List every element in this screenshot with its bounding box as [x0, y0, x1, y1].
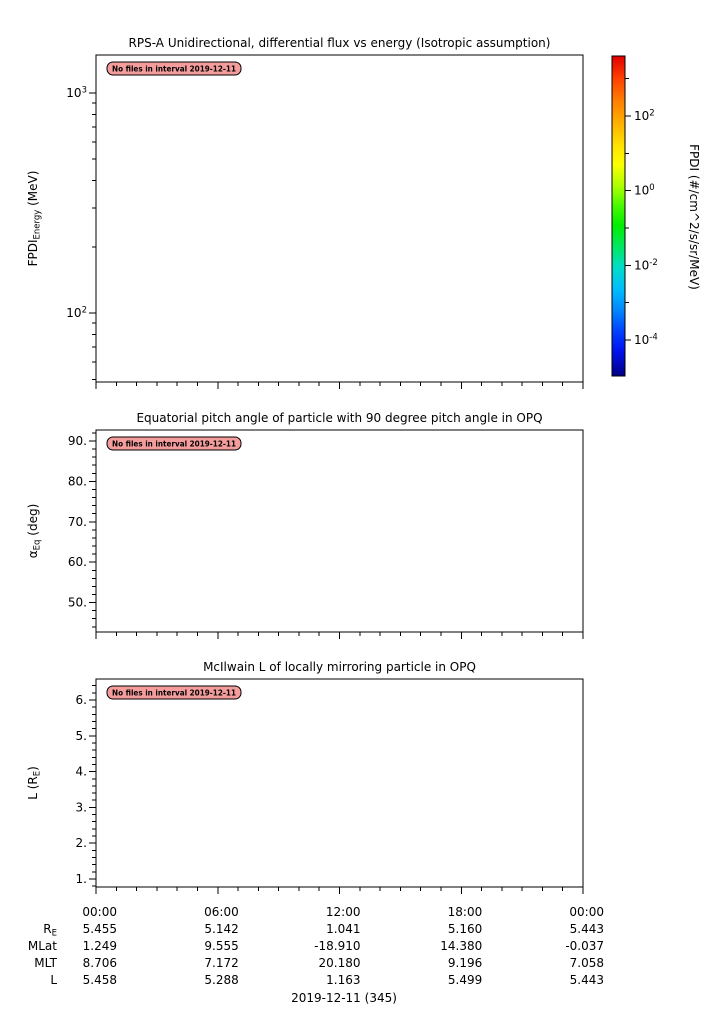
y-tick-label: 50.	[67, 595, 87, 610]
colorbar	[612, 56, 701, 376]
footer-row-label: MLat	[27, 939, 57, 953]
panel-title: McIlwain L of locally mirroring particle in OPQ	[203, 660, 476, 674]
y-tick-label: 80.	[67, 474, 87, 489]
no-files-badge	[107, 686, 249, 699]
y-axis-label: L $(R_E)$	[26, 766, 43, 800]
footer-row-label: MLT	[34, 956, 57, 970]
footer	[28, 905, 604, 1005]
y-tick-label: 5.	[75, 728, 87, 743]
colorbar-label: FPDI (#/cm^2/s/sr/MeV)	[687, 144, 701, 290]
footer-value: 20.180	[318, 956, 361, 970]
x-tick-label: 12:00	[325, 905, 361, 919]
y-tick-label: 90.	[67, 433, 87, 448]
y-tick-label: 1.	[75, 871, 87, 886]
no-files-badge	[107, 62, 249, 75]
y-tick-label: 60.	[67, 555, 87, 570]
y-tick-label: $10^3$	[66, 85, 87, 100]
footer-value: 9.196	[447, 956, 483, 970]
colorbar-gradient	[612, 56, 625, 376]
footer-value: -0.037	[565, 939, 604, 953]
panel-mcilwain-l	[26, 660, 583, 894]
footer-value: 5.142	[204, 922, 239, 936]
panel-frame	[96, 679, 583, 887]
footer-value: 5.443	[569, 973, 604, 987]
colorbar-tick-label: $10^0$	[634, 183, 655, 198]
footer-value: -18.910	[314, 939, 361, 953]
y-tick-label: 70.	[67, 514, 87, 529]
y-tick-label: 4.	[75, 764, 87, 779]
x-tick-label: 00:00	[569, 905, 604, 919]
footer-value: 5.288	[204, 973, 239, 987]
footer-value: 1.163	[326, 973, 361, 987]
panel-title: RPS-A Unidirectional, differential flux vs energy (Isotropic assumption)	[128, 36, 551, 50]
no-files-badge	[107, 437, 249, 450]
footer-value: 5.160	[447, 922, 483, 936]
footer-value: 8.706	[82, 956, 117, 970]
y-tick-label: $10^2$	[66, 305, 87, 321]
x-tick-label: 06:00	[204, 905, 239, 919]
y-axis-label: $\alpha_{Eq}$ (deg)	[26, 503, 43, 559]
y-tick-label: 2.	[75, 836, 87, 851]
panel-frame	[96, 430, 583, 632]
badge-text: No files in interval 2019-12-11	[112, 64, 249, 74]
y-axis-label: $FPDI_{Energy}$ (MeV)	[26, 170, 43, 267]
footer-value: 5.455	[82, 922, 117, 936]
footer-value: 1.041	[326, 922, 361, 936]
x-tick-label: 00:00	[82, 905, 117, 919]
footer-value: 5.443	[569, 922, 604, 936]
footer-value: 5.499	[447, 973, 483, 987]
badge-text: No files in interval 2019-12-11	[112, 688, 249, 698]
footer-value: 9.555	[204, 939, 239, 953]
footer-row-label: L	[50, 973, 57, 987]
panel-title: Equatorial pitch angle of particle with 90 degree pitch angle in OPQ	[136, 411, 543, 425]
footer-value: 5.458	[82, 973, 117, 987]
date-label: 2019-12-11 (345)	[291, 991, 397, 1005]
panel-pitch-angle	[26, 411, 583, 639]
footer-value: 7.058	[569, 956, 604, 970]
colorbar-tick-label: $10^{-4}$	[634, 332, 658, 348]
footer-value: 1.249	[82, 939, 117, 953]
footer-row-label: $R_E$	[43, 922, 57, 939]
panel-flux-energy	[26, 36, 583, 389]
footer-value: 14.380	[440, 939, 483, 953]
y-tick-label: 3.	[75, 800, 87, 815]
badge-text: No files in interval 2019-12-11	[112, 439, 249, 449]
colorbar-tick-label: $10^{-2}$	[634, 257, 658, 273]
x-tick-label: 18:00	[447, 905, 483, 919]
footer-value: 7.172	[204, 956, 239, 970]
panel-frame	[96, 55, 583, 382]
y-tick-label: 6.	[75, 693, 87, 708]
colorbar-tick-label: $10^2$	[634, 108, 655, 123]
